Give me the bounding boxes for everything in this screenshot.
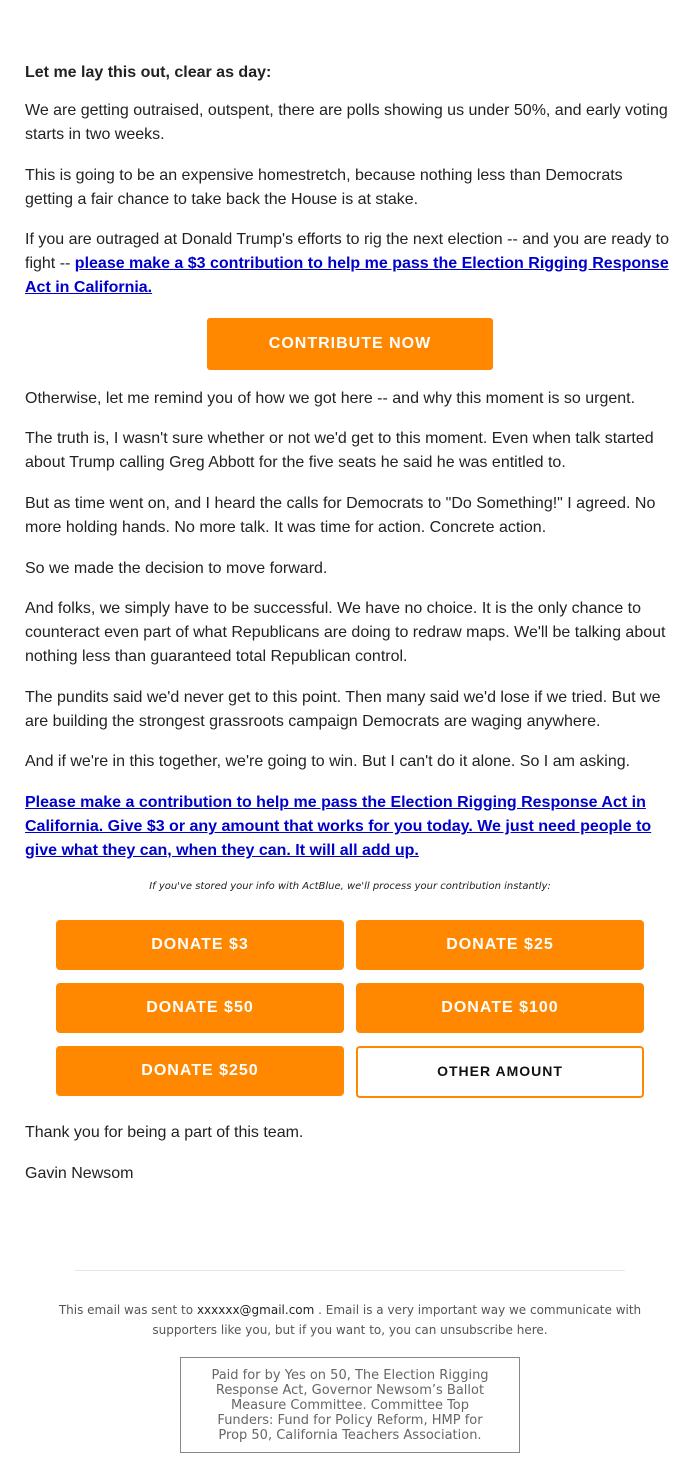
paragraph-11 [25, 791, 675, 863]
sent-to-prefix: This email was sent to [58, 1303, 194, 1317]
paragraph-3 [25, 228, 675, 300]
paragraph-8: And folks, we simply have to be successful. We have no choice. It is the only chance to counteract even part of what Republicans are doing to redraw maps. We'll be talking about nothing less than guaranteed total Republican control. [25, 600, 666, 665]
paragraph-4: Otherwise, let me remind you of how we got here -- and why this moment is so urgent. [25, 390, 636, 407]
paragraph-2: This is going to be an expensive homestretch, because nothing less than Democrats getting a fair chance to take back the House is at stake. [25, 167, 623, 208]
recipient-email: xxxxxx@gmail.com [196, 1303, 315, 1317]
email-heading: Let me lay this out, clear as day: [25, 64, 272, 81]
signature: Gavin Newsom [25, 1165, 134, 1182]
paragraph-5: The truth is, I wasn't sure whether or not we'd get to this moment. Even when talk started about Trump calling Greg Abbott for the five seats he said he was entitled to. [25, 430, 654, 471]
paragraph-9: The pundits said we'd never get to this point. Then many said we'd lose if we tried. But we are building the strongest grassroots campaign Democrats are waging anywhere. [25, 689, 661, 730]
contribute-3-link[interactable]: please make a $3 contribution to help me pass the Election Rigging Response Act in California. [25, 255, 669, 296]
paragraph-1: We are getting outraised, outspent, there are polls showing us under 50%, and early voting starts in two weeks. [25, 102, 668, 143]
donate-3-button[interactable]: DONATE $3 [56, 920, 344, 970]
donate-25-button[interactable]: DONATE $25 [356, 920, 644, 970]
paragraph-7: So we made the decision to move forward. [25, 560, 328, 577]
thanks-text: Thank you for being a part of this team. [25, 1124, 304, 1141]
paid-for-disclaimer: Paid for by Yes on 50, The Election Rigging Response Act, Governor Newsom’s Ballot Measure Committee. Committee Top Funders: Fund for Policy Reform, HMP for Prop 50, California Teachers Association. [180, 1357, 520, 1453]
other-amount-button[interactable]: OTHER AMOUNT [356, 1046, 644, 1098]
contribution-link[interactable]: Please make a contribution to help me pass the Election Rigging Response Act in California. Give $3 or any amount that works for you today. We just need people to give what they can, when they can. It will all add up. [25, 794, 652, 859]
donate-100-button[interactable]: DONATE $100 [356, 983, 644, 1033]
footer-divider [75, 1270, 625, 1271]
donate-50-button[interactable]: DONATE $50 [56, 983, 344, 1033]
actblue-note: If you've stored your info with ActBlue, we'll process your contribution instantly: [149, 881, 551, 892]
paragraph-3-text: If you are outraged at Donald Trump's efforts to rig the next election -- and you are ready to fight -- [25, 231, 670, 272]
paragraph-6: But as time went on, and I heard the calls for Democrats to "Do Something!" I agreed. No more holding hands. No more talk. It was time for action. Concrete action. [25, 495, 656, 536]
contribute-now-button[interactable]: CONTRIBUTE NOW [207, 318, 493, 370]
sent-to-suffix: . Email is a very important way we communicate with supporters like you, but if you want to, you can unsubscribe here. [152, 1303, 642, 1337]
donate-250-button[interactable]: DONATE $250 [56, 1046, 344, 1096]
paragraph-10: And if we're in this together, we're going to win. But I can't do it alone. So I am asking. [25, 753, 631, 770]
footer-text [50, 1300, 650, 1340]
